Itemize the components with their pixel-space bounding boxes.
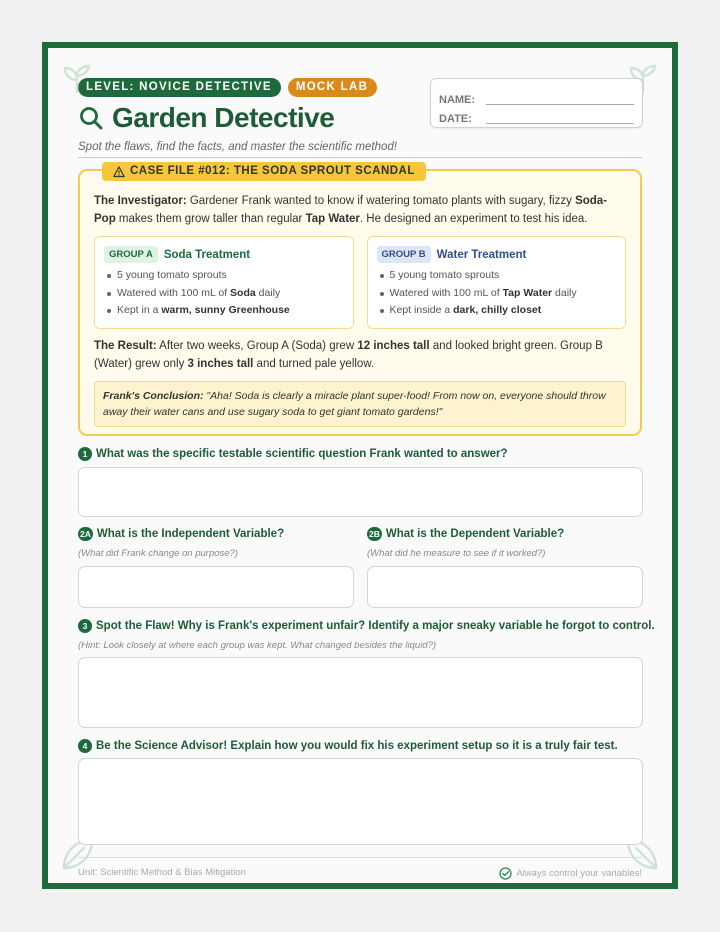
footer-divider xyxy=(78,857,642,858)
result-text: and turned pale yellow. xyxy=(253,357,375,370)
group-b-name: Water Treatment xyxy=(436,248,527,261)
list-item xyxy=(380,267,617,285)
answer-box-2a[interactable] xyxy=(78,566,354,608)
case-file-title: CASE FILE #012: THE SODA SPROUT SCANDAL xyxy=(130,165,415,177)
question-number: 3 xyxy=(78,619,92,633)
group-b-card xyxy=(367,236,627,329)
question-3 xyxy=(78,619,655,633)
group-b-tag: GROUP B xyxy=(377,246,431,263)
list-item xyxy=(107,285,344,303)
footer-unit-text: Unit: Scientific Method & Bias Mitigation xyxy=(78,867,246,878)
question-text: What was the specific testable scientific question Frank wanted to answer? xyxy=(96,448,508,460)
group-comparison xyxy=(94,236,626,329)
result-bold: 3 inches tall xyxy=(187,357,254,370)
answer-box-3[interactable] xyxy=(78,657,643,728)
question-number: 2A xyxy=(80,529,91,539)
question-text: What is the Independent Variable? xyxy=(96,528,285,540)
question-number: 2B xyxy=(369,529,380,539)
leaf-icon xyxy=(60,60,94,94)
conclusion-text: "Aha! Soda is clearly a miracle plant super-food! From now on, everyone should throw away their water cans and use sugary soda to get giant tomato gardens!" xyxy=(103,390,606,418)
warning-icon xyxy=(113,166,125,178)
result-text: and looked bright green. Group B (Water) grew only xyxy=(94,340,603,370)
question-2a xyxy=(78,527,284,541)
page-subtitle: Spot the flaws, find the facts, and master the scientific method! xyxy=(78,141,397,153)
question-hint: (Hint: Look closely at where each group was kept. What changed besides the liquid?) xyxy=(78,640,437,651)
question-4 xyxy=(78,739,618,753)
page-title: Garden Detective xyxy=(112,102,335,133)
name-date-box xyxy=(430,78,643,128)
magnifier-icon xyxy=(78,105,104,131)
question-hint: (What did Frank change on purpose?) xyxy=(78,548,239,559)
answer-box-2b[interactable] xyxy=(367,566,643,608)
date-label: DATE: xyxy=(439,113,472,125)
case-file-tab xyxy=(102,162,426,181)
soda-pop-term: Soda-Pop xyxy=(94,195,608,225)
group-b-list xyxy=(377,267,617,320)
question-hint: (What did he measure to see if it worked?) xyxy=(367,548,546,559)
list-item xyxy=(380,302,617,320)
worksheet xyxy=(48,48,672,883)
result-label: The Result: xyxy=(94,340,157,352)
investigator-paragraph xyxy=(94,193,626,228)
footer-tip-text: Always control your variables! xyxy=(516,868,642,879)
list-item xyxy=(380,285,617,303)
question-number: 4 xyxy=(78,739,92,753)
list-item-text: 5 young tomato sprouts xyxy=(389,269,500,281)
page-frame xyxy=(42,42,678,889)
tap-water-term: Tap Water xyxy=(305,212,360,225)
list-item-text: 5 young tomato sprouts xyxy=(117,269,227,281)
list-item-bold: warm, sunny Greenhouse xyxy=(161,304,290,316)
question-number: 1 xyxy=(78,447,92,461)
investigator-text: . He designed an experiment to test his idea. xyxy=(359,212,588,225)
question-text: What is the Dependent Variable? xyxy=(385,528,565,540)
group-a-card xyxy=(94,236,354,329)
name-label: NAME: xyxy=(439,94,476,106)
list-item xyxy=(107,267,344,285)
list-item-text: Kept inside a xyxy=(389,304,454,316)
header-divider xyxy=(78,157,642,158)
list-item-text: Watered with 100 mL of xyxy=(117,286,231,299)
mock-lab-badge: MOCK LAB xyxy=(288,78,377,97)
list-item-bold: Tap Water xyxy=(502,286,553,299)
check-circle-icon xyxy=(499,867,512,880)
investigator-label: The Investigator: xyxy=(94,195,187,207)
level-badge: LEVEL: NOVICE DETECTIVE xyxy=(78,78,281,97)
list-item-text: daily xyxy=(255,286,281,299)
name-field[interactable] xyxy=(486,93,634,105)
question-text: Be the Science Advisor! Explain how you would fix his experiment setup so it is a truly fair test. xyxy=(96,740,618,752)
footer-unit xyxy=(78,867,246,878)
group-a-tag: GROUP A xyxy=(104,246,158,263)
question-text: Spot the Flaw! Why is Frank's experiment unfair? Identify a major sneaky variable he forgot to control. xyxy=(96,620,655,632)
result-paragraph xyxy=(94,338,626,373)
group-a-name: Soda Treatment xyxy=(163,248,251,261)
result-bold: 12 inches tall xyxy=(357,340,430,352)
result-text: After two weeks, Group A (Soda) grew xyxy=(156,340,358,352)
investigator-text: makes them grow taller than regular xyxy=(115,212,306,225)
answer-box-1[interactable] xyxy=(78,467,643,517)
list-item-text: Watered with 100 mL of xyxy=(389,286,503,299)
date-field[interactable] xyxy=(486,112,634,124)
list-item xyxy=(107,302,344,320)
list-item-bold: Soda xyxy=(230,286,256,299)
list-item-bold: dark, chilly closet xyxy=(453,304,542,316)
group-a-list xyxy=(104,267,344,320)
conclusion-label: Frank's Conclusion: xyxy=(103,390,204,402)
investigator-text: Gardener Frank wanted to know if watering tomato plants with sugary, fizzy xyxy=(186,195,576,207)
conclusion-box xyxy=(94,381,626,427)
case-file-card xyxy=(78,165,642,436)
footer-tip xyxy=(499,867,642,880)
list-item-text: Kept in a xyxy=(117,304,162,316)
question-1 xyxy=(78,447,508,461)
question-2b xyxy=(367,527,564,541)
answer-box-4[interactable] xyxy=(78,758,643,845)
list-item-text: daily xyxy=(552,286,577,299)
